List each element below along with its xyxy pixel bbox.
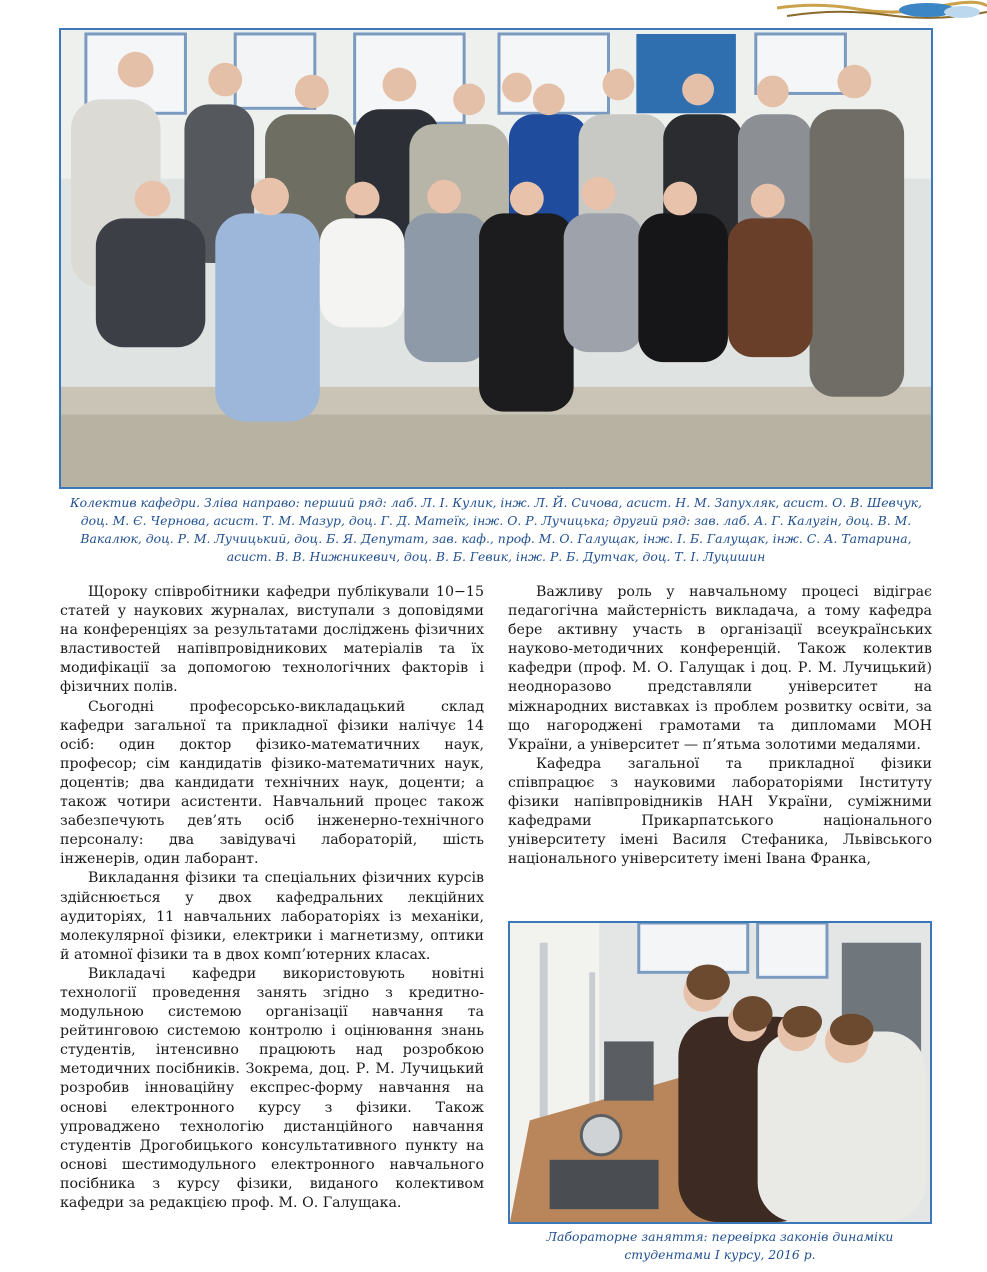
paragraph: Кафедра загальної та прикладної фізики співпрацює з науковими лабораторіями Інституту фізики напівпровідників НАН України, суміжними кафедрами Прикарпатського національного університету імені Василя Стефаника, Львівського національного університету імені Івана Франка, xyxy=(508,755,932,868)
left-column xyxy=(60,583,484,1213)
team-photo-caption: Колектив кафедри. Зліва направо: перший ряд: лаб. Л. І. Кулик, інж. Л. Й. Сичова, асист. Н. М. Запухляк, асист. О. В. Шевчук, доц. М. Є. Чернова, асист. Т. М. Мазур, доц. Г. Д. Матеїк, інж. О. Р. Лучицька; другий ряд: зав. лаб. А. Г. Калугін, доц. В. М. Вакалюк, доц. Р. М. Лучицький, доц. Б. Я. Депутат, зав. каф., проф. М. О. Галущак, інж. І. Б. Галущак, інж. С. А. Татарина, асист. В. В. Нижникевич, доц. В. Б. Гевик, інж. Р. Б. Дутчак, доц. Т. І. Луцишин xyxy=(69,495,922,564)
lab-photo-caption: Лабораторне заняття: перевірка законів динаміки студентами І курсу, 2016 р. xyxy=(546,1229,894,1262)
paragraph: Щороку співробітники кафедри публікували 10−15 статей у наукових журналах, виступали з доповідями на конференціях за результатами досліджень фізичних властивостей напівпровідникових матеріалів та їх модифікації за допомогою технологічних факторів і фізичних полів. xyxy=(60,584,484,696)
paragraph: Важливу роль у навчальному процесі відіграє педагогічна майстерність викладача, а тому кафедра бере активну участь в організації всеукраїнських науково-методичних конференцій. Також колектив кафедри (проф. М. О. Галущак і доц. Р. М. Лучицький) неодноразово представляли університет на міжнародних виставках із проблем розвитку освіти, за що нагороджені грамотами та дипломами МОН України, а університет — п’ятьма золотими медалями. xyxy=(508,584,932,753)
right-column xyxy=(508,583,932,869)
paragraph: Викладачі кафедри використовують новітні технології проведення занять згідно з кредитно-модульною системою організації навчання та рейтинговою системою контролю і оцінювання знань студентів, інтенсивно працюють над розробкою методичних посібників. Зокрема, доц. Р. М. Лучицький розробив інноваційну експрес-форму навчання на основі електронного курсу з фізики. Також упроваджено технологію дистанційного навчання студентів Дрогобицького консультативного пункту на основі шестимодульного електронного навчального посібника з курсу фізики, виданого колективом кафедри за редакцією проф. М. О. Галущака. xyxy=(60,965,484,1211)
paragraph: Сьогодні професорсько-викладацький склад кафедри загальної та прикладної фізики налічує 14 осіб: один доктор фізико-математичних наук, професор; сім кандидатів фізико-математичних наук, доцентів; два кандидати технічних наук, доценти; а також чотири асистенти. Навчальний процес також забезпечують дев’ять осіб інженерно-технічного персоналу: два завідувачі лабораторій, шість інженерів, один лаборант. xyxy=(60,698,484,868)
lab-photo xyxy=(508,921,932,1224)
paragraph: Викладання фізики та спеціальних фізичних курсів здійснюється у двох кафедральних лекційних аудиторіях, 11 навчальних лабораторіях із механіки, молекулярної фізики, електрики і магнетизму, оптики й атомної фізики та в двох комп’ютерних класах. xyxy=(60,870,484,963)
header-ornament xyxy=(777,0,987,22)
team-photo xyxy=(59,28,933,489)
